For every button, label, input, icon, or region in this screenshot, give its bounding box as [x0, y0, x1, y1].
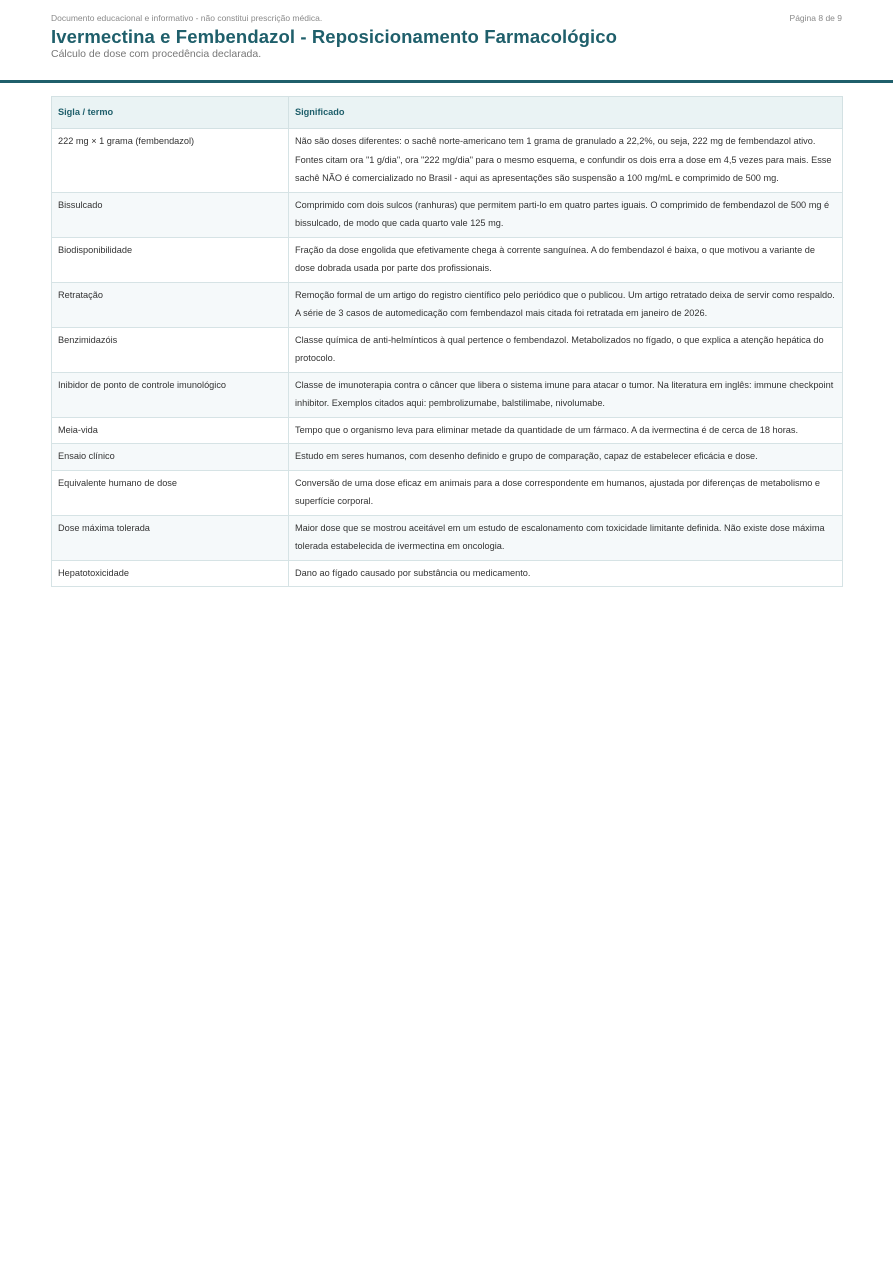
meaning-cell: Dano ao fígado causado por substância ou medicamento. — [289, 560, 843, 587]
table-row — [52, 129, 843, 193]
document-title: Ivermectina e Fembendazol - Reposicionamento Farmacológico — [51, 26, 618, 47]
term-cell: Dose máxima tolerada — [52, 515, 289, 560]
column-header-meaning: Significado — [289, 97, 843, 129]
meaning-cell: Fração da dose engolida que efetivamente chega à corrente sanguínea. A do fembendazol é baixa, o que motivou a variante de dose dobrada usada por parte dos profissionais. — [289, 237, 843, 282]
table-row — [52, 372, 843, 417]
table-row — [52, 282, 843, 327]
page-header — [0, 0, 893, 83]
term-cell: Hepatotoxicidade — [52, 560, 289, 587]
meaning-cell: Estudo em seres humanos, com desenho definido e grupo de comparação, capaz de estabelecer eficácia e dose. — [289, 444, 843, 471]
document-subtitle: Cálculo de dose com procedência declarada. — [51, 48, 262, 60]
table-row — [52, 417, 843, 444]
table-row — [52, 444, 843, 471]
table-row — [52, 327, 843, 372]
meaning-cell: Conversão de uma dose eficaz em animais para a dose correspondente em humanos, ajustada por diferenças de metabolismo e superfície corporal. — [289, 470, 843, 515]
page-number: Página 8 de 9 — [789, 13, 842, 23]
meaning-cell: Classe química de anti-helmínticos à qual pertence o fembendazol. Metabolizados no fígado, o que explica a atenção hepática do protocolo. — [289, 327, 843, 372]
term-cell: 222 mg × 1 grama (fembendazol) — [52, 129, 289, 193]
glossary-table — [51, 96, 843, 587]
meaning-cell: Comprimido com dois sulcos (ranhuras) que permitem parti-lo em quatro partes iguais. O comprimido de fembendazol de 500 mg é bissulcado, de modo que cada quarto vale 125 mg. — [289, 192, 843, 237]
table-header-row — [52, 97, 843, 129]
table-row — [52, 237, 843, 282]
table-row — [52, 192, 843, 237]
table-row — [52, 515, 843, 560]
term-cell: Ensaio clínico — [52, 444, 289, 471]
term-cell: Biodisponibilidade — [52, 237, 289, 282]
column-header-term: Sigla / termo — [52, 97, 289, 129]
table-row — [52, 560, 843, 587]
meaning-cell: Classe de imunoterapia contra o câncer que libera o sistema imune para atacar o tumor. Na literatura em inglês: immune checkpoint inhibitor. Exemplos citados aqui: pembrolizumabe, balstilimabe, nivolumabe. — [289, 372, 843, 417]
term-cell: Equivalente humano de dose — [52, 470, 289, 515]
term-cell: Inibidor de ponto de controle imunológico — [52, 372, 289, 417]
disclaimer-text: Documento educacional e informativo - não constitui prescrição médica. — [51, 13, 323, 23]
meaning-cell: Tempo que o organismo leva para eliminar metade da quantidade de um fármaco. A da ivermectina é de cerca de 18 horas. — [289, 417, 843, 444]
table-row — [52, 470, 843, 515]
meaning-cell: Não são doses diferentes: o sachê norte-americano tem 1 grama de granulado a 22,2%, ou seja, 222 mg de fembendazol ativo. Fontes citam ora "1 g/dia", ora "222 mg/dia" para o mesmo esquema, e confundir os dois erra a dose em 4,5 vezes para mais. Esse sachê NÃO é comercializado no Brasil - aqui as apresentações são suspensão a 100 mg/mL e comprimido de 500 mg. — [289, 129, 843, 193]
term-cell: Meia-vida — [52, 417, 289, 444]
term-cell: Retratação — [52, 282, 289, 327]
term-cell: Bissulcado — [52, 192, 289, 237]
meaning-cell: Maior dose que se mostrou aceitável em um estudo de escalonamento com toxicidade limitante definida. Não existe dose máxima tolerada estabelecida de ivermectina em oncologia. — [289, 515, 843, 560]
meaning-cell: Remoção formal de um artigo do registro científico pelo periódico que o publicou. Um artigo retratado deixa de servir como respaldo. A série de 3 casos de automedicação com fembendazol mais citada foi retratada em janeiro de 2026. — [289, 282, 843, 327]
term-cell: Benzimidazóis — [52, 327, 289, 372]
